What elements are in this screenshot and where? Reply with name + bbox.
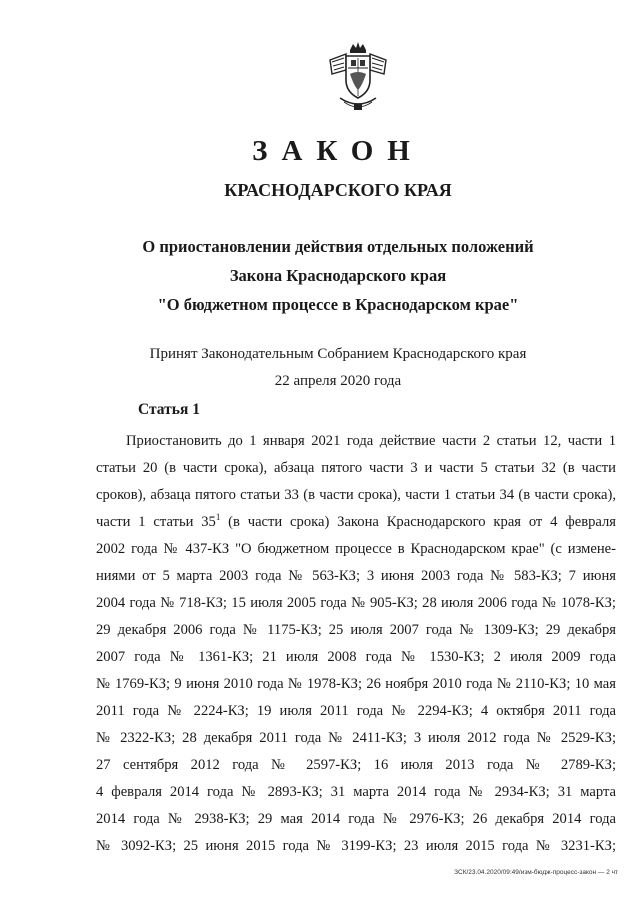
body-line: № 1769-КЗ; 9 июня 2010 года № 1978-КЗ; 26 ноября 2010 года № 2110-КЗ; 10 мая [96, 676, 616, 692]
body-line: статьи 20 (в части срока), абзаца пятого части 3 и части 5 статьи 32 (в части [96, 460, 616, 476]
adoption-date: 22 апреля 2020 года [274, 373, 402, 389]
body-line: Приостановить до 1 января 2021 года действие части 2 статьи 12, части 1 [126, 433, 616, 449]
article-heading: Статья 1 [138, 401, 200, 418]
article-body [96, 428, 616, 860]
law-name [0, 232, 640, 319]
body-line: 2011 года № 2224-КЗ; 19 июля 2011 года № 2294-КЗ; 4 октября 2011 года [96, 703, 616, 719]
superscript: 1 [215, 512, 221, 522]
adoption-line-1: Принят Законодательным Собранием Краснодарского края [149, 346, 527, 362]
body-line-rest: (в части срока) Закона Краснодарского края от 4 февраля [228, 514, 616, 530]
body-line: № 3092-КЗ; 25 июня 2015 года № 3199-КЗ; 23 июля 2015 года № 3231-КЗ; [96, 838, 616, 854]
law-name-line-3: "О бюджетном процессе в Краснодарском крае" [157, 295, 519, 314]
body-line: 2004 года № 718-КЗ; 15 июля 2005 года № 905-КЗ; 28 июля 2006 года № 1078-КЗ; [96, 595, 616, 611]
law-name-line-1: О приостановлении действия отдельных положений [142, 237, 534, 256]
body-line: ниями от 5 марта 2003 года № 563-КЗ; 3 июня 2003 года № 583-КЗ; 7 июня [96, 568, 616, 584]
adoption-note [0, 341, 640, 395]
body-line: 2002 года № 437-КЗ "О бюджетном процессе в Краснодарском крае" (с измене- [96, 541, 616, 557]
body-line: 2007 года № 1361-КЗ; 21 июля 2008 года № 1530-КЗ; 2 июля 2009 года [96, 649, 616, 665]
coat-of-arms-icon [326, 40, 390, 114]
body-line: 29 декабря 2006 года № 1175-КЗ; 25 июля 2007 года № 1309-КЗ; 29 декабря [96, 622, 616, 638]
body-line: 27 сентября 2012 года № 2597-КЗ; 16 июля 2013 года № 2789-КЗ; [96, 757, 616, 773]
document-subtitle: КРАСНОДАРСКОГО КРАЯ [224, 180, 452, 200]
body-line: 4 февраля 2014 года № 2893-КЗ; 31 марта 2014 года № 2934-КЗ; 31 марта [96, 784, 616, 800]
body-line: сроков), абзаца пятого статьи 33 (в части срока), части 1 статьи 34 (в части срока), [96, 487, 616, 503]
document-footer-stamp: ЗСК/23.04.2020/09:49/изм-бюдж-процесс-закон — 2 чт [454, 869, 618, 876]
law-name-line-2: Закона Краснодарского края [229, 266, 447, 285]
body-line-prefix: части 1 статьи 35 [96, 514, 216, 530]
document-title: ЗАКОН [252, 135, 424, 167]
body-line: 2014 года № 2938-КЗ; 29 мая 2014 года № 2976-КЗ; 26 декабря 2014 года [96, 811, 616, 827]
body-line [96, 509, 616, 536]
body-line: № 2322-КЗ; 28 декабря 2011 года № 2411-КЗ; 3 июля 2012 года № 2529-КЗ; [96, 730, 616, 746]
